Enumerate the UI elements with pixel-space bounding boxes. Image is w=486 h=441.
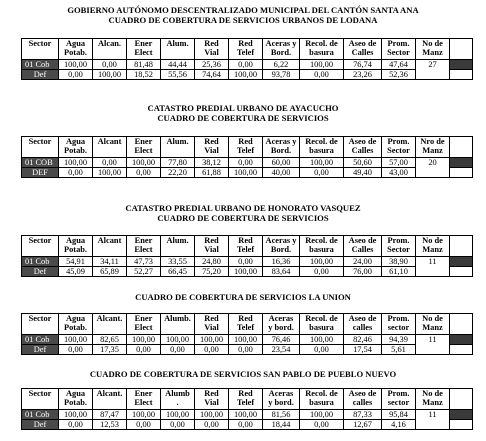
column-header: Alum. [161,137,195,158]
table-cell: 82,65 [93,335,127,345]
table-cell: 0,00 [161,345,195,355]
table-row [22,345,473,355]
table-header-row [22,236,473,257]
table-title: CUADRO DE COBERTURA DE SERVICIOS URBANOS DE LODANA [108,15,378,25]
column-header: Ener Elect [127,314,161,335]
column-header: Agua Potab. [59,314,93,335]
blank-header-cell [450,314,473,335]
column-header: Alcant. [93,314,127,335]
table-cell: 43,00 [382,168,416,178]
table-cell: 25,36 [195,60,229,70]
table-header-row [22,314,473,335]
column-header: Agua Potab. [59,389,93,410]
table-cell: 22,20 [161,168,195,178]
blank-header-cell [450,137,473,158]
table-row [22,70,473,80]
column-header: Sector [22,236,59,257]
blank-cell [450,345,473,355]
shaded-cell [450,335,473,345]
table-cell: 100,00 [300,158,344,168]
table-cell: 100,00 [229,410,263,420]
table-cell: 33,55 [161,257,195,267]
table-cell: 0,00 [127,420,161,430]
manzanas-count: 11 [416,257,450,277]
table-cell: 0,00 [59,168,93,178]
table-cell: 66,45 [161,267,195,277]
table-cell: 18,44 [263,420,300,430]
column-header: Recol. de basura [300,39,344,60]
column-header: Red Vial [195,314,229,335]
table-title-block [0,203,486,223]
column-header: Alum. [161,236,195,257]
table-cell: 83,64 [263,267,300,277]
column-header: Red Vial [195,137,229,158]
blank-cell [450,420,473,430]
table-cell: 100,00 [229,267,263,277]
column-header: Aseo de Calles [344,137,382,158]
table-cell: 52,36 [382,70,416,80]
column-header: Red Vial [195,389,229,410]
table-cell: 100,00 [127,335,161,345]
table-cell: 0,00 [229,158,263,168]
table-title-block [0,369,486,379]
shaded-cell [450,257,473,267]
table-row [22,420,473,430]
table-cell: 17,35 [93,345,127,355]
sector-label: 01 Cob [22,257,59,267]
blank-cell [450,70,473,80]
column-header: Aseo de calles [344,389,382,410]
column-header: Alum. [161,39,195,60]
table-cell: 100,00 [161,335,195,345]
table-cell: 100,00 [93,70,127,80]
column-header: Agua Potab. [59,236,93,257]
table-cell: 0,00 [195,420,229,430]
table-cell: 100,00 [195,335,229,345]
column-header: No de Manz [416,236,450,257]
table-cell: 100,00 [59,158,93,168]
column-header: Aseo de calles [344,314,382,335]
column-header: Sector [22,137,59,158]
table-cell: 0,00 [229,420,263,430]
table-cell: 38,90 [382,257,416,267]
column-header: Alcant [93,236,127,257]
table-cell: 55,56 [161,70,195,80]
column-header: Sector [22,389,59,410]
column-header: Aceras y Bord. [263,39,300,60]
column-header: Red Telef [229,137,263,158]
coverage-table [21,388,473,430]
sector-label: 01 Cob [22,335,59,345]
column-header: Recol. de basura [300,389,344,410]
table-cell: 47,64 [382,60,416,70]
column-header: Recol. de basura [300,236,344,257]
column-header: Alcant [93,137,127,158]
table-cell: 0,00 [127,168,161,178]
table-cell: 100,00 [229,168,263,178]
column-header: Red Telef [229,314,263,335]
table-cell: 0,00 [161,420,195,430]
table-cell: 6,22 [263,60,300,70]
table-cell: 100,00 [127,410,161,420]
table-cell: 57,00 [382,158,416,168]
table-cell: 0,00 [93,158,127,168]
table-cell: 34,11 [93,257,127,267]
column-header: Red Telef [229,236,263,257]
column-header: No de Manz [416,314,450,335]
table-cell: 0,00 [59,420,93,430]
column-header: Ener Elect [127,137,161,158]
table-cell: 82,46 [344,335,382,345]
table-cell: 65,89 [93,267,127,277]
column-header: Alumb . [161,389,195,410]
table-cell: 38,12 [195,158,229,168]
sector-label: Def [22,267,59,277]
table-cell: 94,39 [382,335,416,345]
table-row [22,267,473,277]
table-cell: 45,09 [59,267,93,277]
column-header: Sector [22,39,59,60]
table-cell: 61,88 [195,168,229,178]
column-header: Aceras y Bord. [263,137,300,158]
table-cell: 0,00 [300,70,344,80]
shaded-cell [450,158,473,168]
coverage-table [21,38,473,80]
table-cell: 77,80 [161,158,195,168]
table-cell: 50,60 [344,158,382,168]
blank-header-cell [450,389,473,410]
table-cell: 0,00 [229,345,263,355]
table-header-row [22,389,473,410]
table-cell: 87,33 [344,410,382,420]
table-title: CATASTRO PREDIAL URBANO DE HONORATO VASQUEZ [125,203,361,213]
table-cell: 76,00 [344,267,382,277]
table-cell: 5,61 [382,345,416,355]
column-header: Aceras y bord. [263,314,300,335]
column-header: Agua Potab. [59,39,93,60]
table-row [22,168,473,178]
table-cell: 100,00 [300,257,344,267]
table-cell: 100,00 [229,70,263,80]
table-cell: 100,00 [161,410,195,420]
coverage-table [21,235,473,277]
sector-label: 01 Cob [22,60,59,70]
table-cell: 0,00 [59,70,93,80]
column-header: Alumb. [161,314,195,335]
column-header: Agua Potab. [59,137,93,158]
shaded-cell [450,60,473,70]
table-cell: 87,47 [93,410,127,420]
table-cell: 60,00 [263,158,300,168]
column-header: Prom. Sector [382,137,416,158]
column-header: Red Vial [195,236,229,257]
coverage-table [21,313,473,355]
table-cell: 100,00 [127,158,161,168]
column-header: Red Vial [195,39,229,60]
table-cell: 12,53 [93,420,127,430]
table-cell: 17,54 [344,345,382,355]
manzanas-count: 11 [416,335,450,355]
column-header: Ener Elect [127,39,161,60]
table-cell: 49,40 [344,168,382,178]
table-cell: 100,00 [300,60,344,70]
table-title-block [0,292,486,302]
manzanas-count: 11 [416,410,450,430]
table-cell: 24,80 [195,257,229,267]
column-header: Aseo de Calles [344,39,382,60]
table-cell: 74,64 [195,70,229,80]
table-title: CUADRO DE COBERTURA DE SERVICIOS SAN PABLO DE PUEBLO NUEVO [89,369,397,379]
table-cell: 24,00 [344,257,382,267]
table-cell: 100,00 [59,60,93,70]
table-cell: 4,16 [382,420,416,430]
table-title: CUADRO DE COBERTURA DE SERVICIOS [157,113,329,123]
table-row [22,257,473,267]
table-cell: 75,20 [195,267,229,277]
table-cell: 61,10 [382,267,416,277]
table-title-block [0,5,486,25]
table-cell: 18,52 [127,70,161,80]
table-cell: 100,00 [93,168,127,178]
column-header: No de Manz [416,389,450,410]
table-cell: 100,00 [229,335,263,345]
column-header: Prom. Sector [382,236,416,257]
column-header: Ener Elect [127,236,161,257]
table-cell: 0,00 [229,257,263,267]
table-cell: 44,44 [161,60,195,70]
blank-header-cell [450,236,473,257]
table-cell: 47,73 [127,257,161,267]
table-cell: 100,00 [300,410,344,420]
blank-cell [450,168,473,178]
table-cell: 0,00 [59,345,93,355]
table-cell: 40,00 [263,168,300,178]
sector-label: Def [22,345,59,355]
table-cell: 95,84 [382,410,416,420]
table-cell: 23,26 [344,70,382,80]
table-title-block [0,103,486,123]
manzanas-count: 20 [416,158,450,178]
column-header: Red Telef [229,39,263,60]
sector-label: DEF [22,168,59,178]
table-cell: 0,00 [300,168,344,178]
table-cell: 100,00 [59,410,93,420]
table-row [22,60,473,70]
table-cell: 81,56 [263,410,300,420]
column-header: Recol. de basura [300,137,344,158]
column-header: Recol. de basura [300,314,344,335]
column-header: Prom. sector [382,314,416,335]
column-header: Prom. Sector [382,39,416,60]
table-cell: 52,27 [127,267,161,277]
manzanas-count: 27 [416,60,450,80]
table-header-row [22,137,473,158]
table-cell: 0,00 [300,267,344,277]
table-cell: 0,00 [229,60,263,70]
column-header: Alcan. [93,39,127,60]
column-header: Alcant. [93,389,127,410]
table-title: CATASTRO PREDIAL URBANO DE AYACUCHO [147,103,339,113]
column-header: Red Telef [229,389,263,410]
table-cell: 0,00 [127,345,161,355]
column-header: Ener Elect [127,389,161,410]
column-header: No de Manz [416,39,450,60]
shaded-cell [450,410,473,420]
column-header: Prom. sector [382,389,416,410]
table-cell: 76,46 [263,335,300,345]
sector-label: 01 Cob [22,410,59,420]
table-cell: 0,00 [195,345,229,355]
table-cell: 93,78 [263,70,300,80]
sector-label: Def [22,70,59,80]
table-header-row [22,39,473,60]
table-cell: 76,74 [344,60,382,70]
table-cell: 100,00 [59,335,93,345]
column-header: Sector [22,314,59,335]
table-title: CUADRO DE COBERTURA DE SERVICIOS [157,213,329,223]
sector-label: 01 COB [22,158,59,168]
table-row [22,158,473,168]
table-cell: 0,00 [93,60,127,70]
coverage-table [21,136,473,178]
blank-header-cell [450,39,473,60]
table-row [22,410,473,420]
table-cell: 81,48 [127,60,161,70]
table-cell: 12,67 [344,420,382,430]
table-cell: 16,36 [263,257,300,267]
table-cell: 100,00 [195,410,229,420]
table-cell: 0,00 [300,345,344,355]
column-header: Aceras y bord. [263,389,300,410]
table-row [22,335,473,345]
table-cell: 23,54 [263,345,300,355]
column-header: Nro de Manz [416,137,450,158]
table-cell: 100,00 [300,335,344,345]
column-header: Aseo de Calles [344,236,382,257]
sector-label: Def [22,420,59,430]
table-cell: 0,00 [300,420,344,430]
table-cell: 54,91 [59,257,93,267]
column-header: Aceras y Bord. [263,236,300,257]
table-title: GOBIERNO AUTÓNOMO DESCENTRALIZADO MUNICIPAL DEL CANTÓN SANTA ANA [67,5,419,15]
table-title: CUADRO DE COBERTURA DE SERVICIOS LA UNION [135,292,351,302]
blank-cell [450,267,473,277]
